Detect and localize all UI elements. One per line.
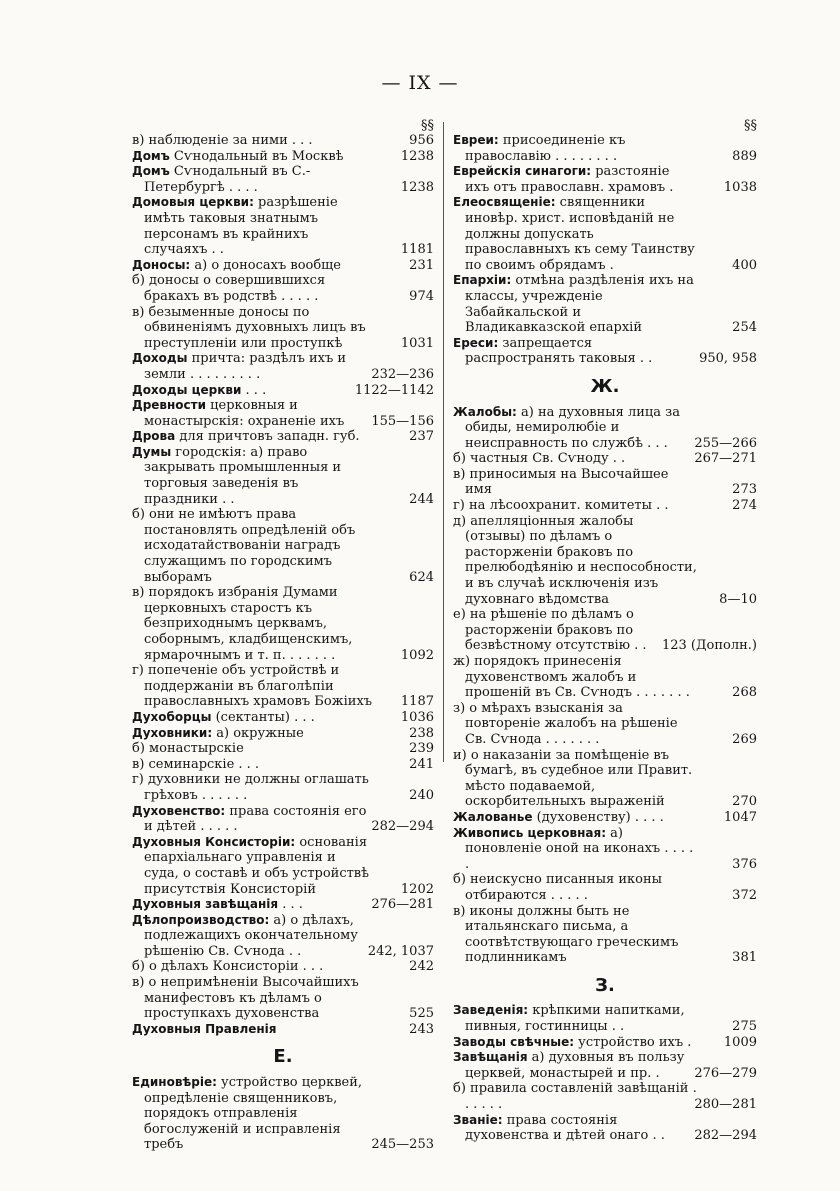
index-entry [132, 835, 434, 897]
entry-reference-number: 267—271 [694, 451, 757, 467]
entry-text: для причтовъ западн. губ. [175, 429, 360, 445]
entry-headword: Доносы: [132, 257, 191, 272]
entry-headword: Духоборцы [132, 709, 212, 724]
entry-text: права состоянія его и дѣтей . . . . . [144, 803, 367, 835]
index-entry [453, 810, 757, 826]
entry-headword: Древности [132, 398, 207, 413]
index-entry [453, 654, 757, 701]
index-entry [132, 149, 434, 165]
entry-headword: Доходы церкви [132, 382, 242, 397]
entry-reference-number: 238 [409, 725, 434, 741]
index-entry [453, 1035, 757, 1051]
entry-text: церковныя и монастырскія: охраненіе ихъ [144, 398, 345, 429]
entry-text: ж) порядокъ принесенія духовенствомъ жалобъ и прошеній въ Св. Сѵнодъ . . . . . . . [453, 654, 690, 701]
index-entry [132, 741, 434, 757]
index-entry [132, 383, 434, 399]
entry-reference-number: 525 [409, 1006, 434, 1022]
entry-headword: Дѣлопроизводство: [132, 912, 270, 927]
entry-reference-number: 1031 [400, 335, 434, 351]
entry-text: а) на духовныя лица за обиды, немиролюбіе и неисправность по службѣ . . . [465, 404, 680, 451]
entry-reference-number: 376 [732, 856, 757, 872]
index-entry [132, 507, 434, 585]
index-entry [132, 1075, 434, 1153]
index-entry [132, 710, 434, 726]
entry-text: в) приносимыя на Высочайшее имя [453, 466, 669, 498]
entry-reference-number: 123 (Дополн.) [661, 638, 757, 654]
entry-reference-number: 273 [732, 482, 757, 498]
index-entry [453, 607, 757, 654]
entry-reference-number: 237 [409, 429, 434, 445]
right-column [453, 118, 757, 1144]
entry-reference-number: 276—279 [694, 1065, 757, 1081]
entry-reference-number: 1181 [400, 242, 434, 258]
entry-reference-number: 244 [409, 491, 434, 507]
entry-text: отмѣна раздѣленія ихъ на классы, учрежденіе Забайкальской и Владикавказской епархій [465, 273, 694, 336]
entry-headword: Заводы свѣчные: [453, 1034, 575, 1049]
entry-reference-number: 950, 958 [699, 351, 757, 367]
left-entry-list [132, 133, 434, 1037]
index-entry [132, 445, 434, 507]
index-entry [453, 904, 757, 966]
entry-text: г) духовники не должны оглашать грѣховъ . . . . . . [132, 772, 369, 803]
index-entry [132, 975, 434, 1022]
entry-reference-number: 400 [732, 257, 757, 273]
index-entry [132, 959, 434, 975]
section-z-entry-list [453, 1003, 757, 1143]
entry-text: б) они не имѣютъ права постановлять опредѣленій объ исходатайствованіи наградъ служащимъ по городскимъ выборамъ [132, 507, 356, 585]
entry-reference-number: 240 [409, 787, 434, 803]
index-entry [453, 273, 757, 335]
section-zh-entry-list [453, 405, 757, 966]
entry-text: в) иконы должны быть не итальянскаго письма, а соотвѣтствующаго греческимъ подлинникамъ [453, 903, 679, 966]
entry-reference-number: 254 [732, 320, 757, 336]
entry-text: в) семинарскіе . . . [132, 756, 260, 772]
entry-headword: Званіе: [453, 1112, 503, 1127]
entry-reference-number: 381 [732, 950, 757, 966]
index-entry [132, 757, 434, 773]
entry-text: причта: раздѣлъ ихъ и земли . . . . . . . . . [144, 351, 347, 382]
entry-reference-number: 624 [409, 569, 434, 585]
index-entry [453, 467, 757, 498]
entry-reference-number: 282—294 [694, 1128, 757, 1144]
entry-reference-number: 956 [409, 133, 434, 148]
entry-reference-number: 1122—1142 [354, 382, 434, 398]
entry-text: г) попеченіе объ устройствѣ и поддержаніи въ благолѣпіи православныхъ храмовъ Божіихъ [132, 663, 373, 710]
index-entry [132, 273, 434, 304]
entry-reference-number: 1092 [400, 647, 434, 663]
index-entry [453, 195, 757, 273]
entry-headword: Живопись церковная: [453, 825, 607, 840]
index-entry [453, 1081, 757, 1112]
entry-reference-number: 239 [409, 741, 434, 757]
left-column [132, 118, 434, 1153]
entry-reference-number: 241 [409, 756, 434, 772]
index-entry [132, 804, 434, 835]
entry-headword: Домъ [132, 148, 170, 163]
entry-reference-number: 242 [409, 959, 434, 975]
entry-text: а) поновленіе оной на иконахъ . . . . . [465, 825, 694, 872]
entry-text: (духовенству) . . . . [532, 809, 664, 825]
entry-text: запрещается распространять таковыя . . [465, 335, 653, 367]
entry-headword: Жалобы: [453, 404, 517, 419]
index-entry [132, 897, 434, 913]
entry-reference-number: 372 [732, 887, 757, 903]
index-entry [453, 514, 757, 608]
index-entry [453, 133, 757, 164]
entry-reference-number: 255—266 [694, 435, 757, 451]
entry-headword: Духовенство: [132, 803, 226, 818]
entry-reference-number: 245—253 [371, 1137, 434, 1153]
section-e-entry-list [132, 1075, 434, 1153]
entry-headword: Евреи: [453, 133, 499, 147]
entry-headword: Думы [132, 444, 172, 459]
entry-text: б) частныя Св. Сѵноду . . [453, 451, 626, 467]
entry-text: городскія: а) право закрывать промышленныя и торговыя заведенія въ праздники . . [144, 444, 342, 507]
entry-text: а) о дѣлахъ, подлежащихъ окончательному рѣшенію Св. Сѵнода . . [144, 912, 358, 959]
index-entry [132, 772, 434, 803]
entry-reference-number: 282—294 [371, 819, 434, 835]
right-entry-list [453, 133, 757, 367]
index-entry [453, 164, 757, 195]
entry-headword: Доходы [132, 351, 188, 366]
entry-reference-number: 231 [409, 257, 434, 273]
index-entry [453, 1050, 757, 1081]
entry-text: е) на рѣшеніе по дѣламъ о расторженіи браковъ по безвѣстному отсутствію . . [453, 607, 647, 654]
entry-headword: Домъ [132, 164, 170, 179]
entry-reference-number: 243 [409, 1021, 434, 1037]
index-entry [453, 451, 757, 467]
index-entry [132, 305, 434, 352]
entry-text: присоединеніе къ православію . . . . . . . . [465, 133, 626, 164]
entry-headword: Ереси: [453, 335, 499, 350]
index-entry [453, 1003, 757, 1034]
entry-reference-number: 1238 [400, 179, 434, 195]
entry-headword: Заведенія: [453, 1003, 529, 1018]
entry-reference-number: 268 [732, 685, 757, 701]
entry-headword: Дрова [132, 429, 176, 444]
entry-text: б) о дѣлахъ Консисторіи . . . [132, 959, 324, 975]
section-letter-z: З. [595, 974, 615, 996]
entry-reference-number: 974 [409, 288, 434, 304]
entry-text: а) окружные [212, 725, 304, 741]
index-entry [132, 164, 434, 195]
entry-headword: Духовники: [132, 725, 213, 740]
entry-text: священники иновѣр. христ. исповѣданій не должны допускать православныхъ къ сему Таинству по своимъ обрядамъ . [465, 195, 695, 273]
index-entry [132, 1022, 434, 1038]
entry-reference-number: 155—156 [371, 413, 434, 429]
entry-text: основанія епархіальнаго управленія и суда, о составѣ и объ устройствѣ присутствія Консисторій [144, 834, 369, 897]
section-letter-zh: Ж. [590, 375, 620, 397]
entry-text: в) наблюденіе за ними . . . [132, 133, 313, 148]
index-entry [453, 498, 757, 514]
index-entry [453, 872, 757, 903]
entry-text: д) апелляціонныя жалобы (отзывы) по дѣламъ о расторженіи браковъ по прелюбодѣянію и неспособности, и въ случаѣ исключенія изъ духовнаго вѣдомства [453, 513, 697, 607]
index-entry [453, 1113, 757, 1144]
entry-reference-number: 242, 1037 [367, 943, 434, 959]
entry-text: а) духовныя въ пользу церквей, монастырей и пр. . [465, 1050, 685, 1081]
index-entry [453, 336, 757, 367]
entry-text: г) на лѣсоохранит. комитеты . . [453, 498, 669, 514]
entry-text: и) о наказаніи за помѣщеніе въ бумагѣ, въ судебное или Правит. мѣсто подаваемой, оскорбительныхъ выраженій [453, 747, 693, 810]
entry-reference-number: 1187 [400, 694, 434, 710]
entry-reference-number: 275 [732, 1019, 757, 1035]
entry-text: . . . [278, 897, 303, 913]
entry-reference-number: 1238 [400, 148, 434, 164]
section-letter-e: Е. [273, 1046, 293, 1068]
index-entry [132, 351, 434, 382]
entry-text: устройство ихъ . [574, 1034, 692, 1050]
index-entry [132, 133, 434, 149]
entry-reference-number: 269 [732, 731, 757, 747]
entry-reference-number: 232—236 [371, 366, 434, 382]
entry-reference-number: 270 [732, 794, 757, 810]
index-entry [132, 195, 434, 257]
index-entry [132, 913, 434, 960]
section-sign-right: §§ [744, 118, 757, 133]
entry-headword: Духовныя Правленія [132, 1021, 277, 1036]
entry-text: крѣпкими напитками, пивныя, гостинницы . . [465, 1003, 685, 1035]
entry-headword: Духовныя завѣщанія [132, 897, 279, 912]
entry-text: б) монастырскіе [132, 741, 244, 757]
entry-headword: Еврейскія синагоги: [453, 164, 592, 179]
entry-reference-number: 1047 [723, 809, 757, 825]
entry-headword: Духовныя Консисторіи: [132, 834, 296, 849]
entry-text: . . . [241, 382, 267, 398]
entry-reference-number: 8—10 [719, 591, 757, 607]
entry-text: в) о непримѣненіи Высочайшихъ манифестовъ къ дѣламъ о проступкахъ духовенства [132, 975, 359, 1022]
index-entry [453, 701, 757, 748]
entry-headword: Елеосвященіе: [453, 195, 556, 210]
entry-headword: Завѣщанія [453, 1050, 528, 1065]
entry-headword: Жалованье [453, 809, 533, 824]
entry-headword: Домовыя церкви: [132, 195, 254, 210]
entry-reference-number: 1038 [723, 179, 757, 195]
section-sign: §§ [421, 118, 434, 133]
entry-text: в) порядокъ избранія Думами церковныхъ старостъ къ безприходнымъ церквамъ, соборнымъ, кладбищенскимъ, ярмарочнымъ и т. п. . . . . . . [132, 585, 353, 663]
entry-text: а) о доносахъ вообще [190, 257, 341, 273]
index-entry [453, 748, 757, 810]
entry-text: устройство церквей, опредѣленіе священниковъ, порядокъ отправленія богослуженій и исправленія требъ [144, 1075, 363, 1153]
index-entry [132, 258, 434, 274]
entry-text: Сѵнодальный въ Москвѣ [169, 148, 344, 164]
index-entry [132, 585, 434, 663]
entry-reference-number: 274 [732, 498, 757, 514]
entry-headword: Единовѣріе: [132, 1075, 217, 1090]
entry-text: права состоянія духовенства и дѣтей онаго . . [465, 1112, 665, 1144]
index-entry [132, 663, 434, 710]
entry-reference-number: 889 [732, 148, 757, 164]
entry-text: б) неискусно писанныя иконы отбираются . . . . . [453, 872, 663, 903]
entry-text: Сѵнодальный въ С.-Петербургѣ . . . . [144, 164, 311, 195]
entry-text: (сектанты) . . . [211, 709, 315, 725]
entry-text: б) доносы о совершившихся бракахъ въ родствѣ . . . . . [132, 273, 326, 304]
entry-text: з) о мѣрахъ взысканія за повтореніе жалобъ на рѣшеніе Св. Сѵнода . . . . . . . [453, 700, 678, 747]
index-entry [132, 726, 434, 742]
entry-headword: Епархіи: [453, 273, 512, 288]
entry-reference-number: 1009 [723, 1034, 757, 1050]
column-divider [443, 122, 444, 762]
entry-text: в) безыменные доносы по обвиненіямъ духовныхъ лицъ въ преступленіи или проступкѣ [132, 304, 366, 351]
entry-reference-number: 276—281 [371, 897, 434, 913]
entry-reference-number: 1202 [400, 881, 434, 897]
entry-text: б) правила составленій завѣщаній . . . . . . [453, 1081, 697, 1113]
index-entry [453, 405, 757, 452]
entry-reference-number: 280—281 [694, 1097, 757, 1113]
index-entry [453, 826, 757, 873]
entry-text: разстояніе ихъ отъ православн. храмовъ . [465, 164, 674, 195]
index-entry [132, 429, 434, 445]
page-number-header: — IX — [381, 72, 459, 94]
index-entry [132, 398, 434, 429]
entry-reference-number: 1036 [400, 709, 434, 725]
entry-text: разрѣшеніе имѣть таковыя знатнымъ персонамъ въ крайнихъ случаяхъ . . [144, 195, 338, 258]
